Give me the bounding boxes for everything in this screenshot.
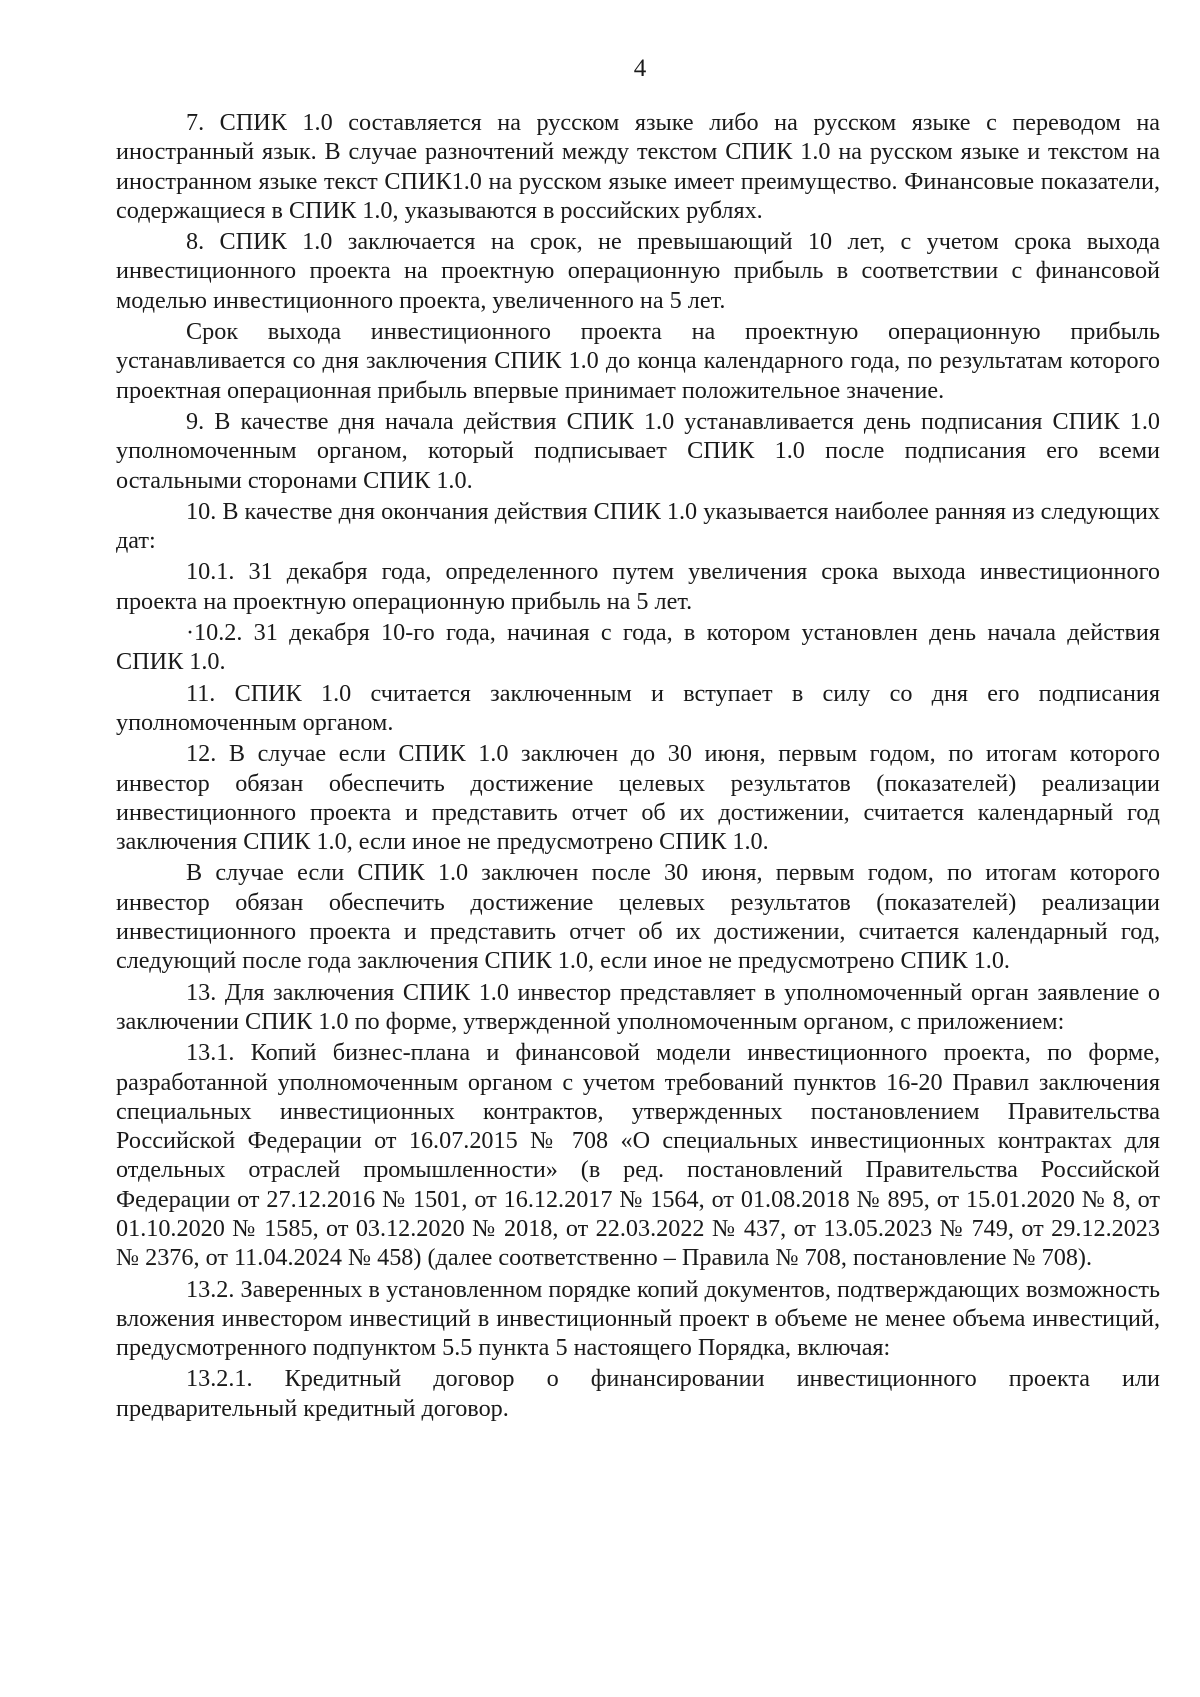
paragraph-13-2-1: 13.2.1. Кредитный договор о финансировании инвестиционного проекта или предварительный кредитный договор.	[116, 1365, 1160, 1422]
paragraph-10-1: 10.1. 31 декабря года, определенного путем увеличения срока выхода инвестиционного проекта на проектную операционную прибыль на 5 лет.	[116, 558, 1160, 615]
paragraph-12-after-june: В случае если СПИК 1.0 заключен после 30 июня, первым годом, по итогам которого инвестор обязан обеспечить достижение целевых результатов (показателей) реализации инвестиционного проекта и представить отчет об их достижении, считается календарный год, следующий после года заключения СПИК 1.0, если иное не предусмотрено СПИК 1.0.	[116, 859, 1160, 975]
page-number: 4	[633, 55, 647, 82]
paragraph-7: 7. СПИК 1.0 составляется на русском языке либо на русском языке с переводом на иностранный язык. В случае разночтений между текстом СПИК 1.0 на русском языке и текстом на иностранном языке текст СПИК1.0 на русском языке имеет преимущество. Финансовые показатели, содержащиеся в СПИК 1.0, указываются в российских рублях.	[116, 109, 1160, 224]
paragraph-10-2: ·10.2. 31 декабря 10-го года, начиная с года, в котором установлен день начала действия СПИК 1.0.	[116, 619, 1160, 676]
paragraph-13-1: 13.1. Копий бизнес-плана и финансовой модели инвестиционного проекта, по форме, разработанной уполномоченным органом с учетом требований пунктов 16-20 Правил заключения специальных инвестиционных контрактов, утвержденных постановлением Правительства Российской Федерации от 16.07.2015 № 708 «О специальных инвестиционных контрактах для отдельных отраслей промышленности» (в ред. постановлений Правительства Российской Федерации от 27.12.2016 № 1501, от 16.12.2017 № 1564, от 01.08.2018 № 895, от 15.01.2020 № 8, от 01.10.2020 № 1585, от 03.12.2020 № 2018, от 22.03.2022 № 437, от 13.05.2023 № 749, от 29.12.2023 № 2376, от 11.04.2024 № 458) (далее соответственно – Правила № 708, постановление № 708).	[116, 1039, 1160, 1272]
paragraph-12: 12. В случае если СПИК 1.0 заключен до 30 июня, первым годом, по итогам которого инвестор обязан обеспечить достижение целевых результатов (показателей) реализации инвестиционного проекта и представить отчет об их достижении, считается календарный год заключения СПИК 1.0, если иное не предусмотрено СПИК 1.0.	[116, 740, 1160, 856]
document-body	[116, 108, 1160, 1425]
paragraph-10: 10. В качестве дня окончания действия СПИК 1.0 указывается наиболее ранняя из следующих дат:	[116, 497, 1160, 555]
paragraph-13: 13. Для заключения СПИК 1.0 инвестор представляет в уполномоченный орган заявление о заключении СПИК 1.0 по форме, утвержденной уполномоченным органом, с приложением:	[116, 978, 1160, 1035]
paragraph-11: 11. СПИК 1.0 считается заключенным и вступает в силу со дня его подписания уполномоченным органом.	[116, 679, 1160, 736]
paragraph-13-2: 13.2. Заверенных в установленном порядке копий документов, подтверждающих возможность вложения инвестором инвестиций в инвестиционный проект в объеме не менее объема инвестиций, предусмотренного подпунктом 5.5 пункта 5 настоящего Порядка, включая:	[116, 1275, 1160, 1362]
paragraph-9: 9. В качестве дня начала действия СПИК 1.0 устанавливается день подписания СПИК 1.0 уполномоченным органом, который подписывает СПИК 1.0 после подписания его всеми остальными сторонами СПИК 1.0.	[116, 407, 1160, 494]
paragraph-8: 8. СПИК 1.0 заключается на срок, не превышающий 10 лет, с учетом срока выхода инвестиционного проекта на проектную операционную прибыль в соответствии с финансовой моделью инвестиционного проекта, увеличенного на 5 лет.	[116, 228, 1160, 314]
paragraph-8-term: Срок выхода инвестиционного проекта на проектную операционную прибыль устанавливается со дня заключения СПИК 1.0 до конца календарного года, по результатам которого проектная операционная прибыль впервые принимает положительное значение.	[116, 318, 1160, 404]
